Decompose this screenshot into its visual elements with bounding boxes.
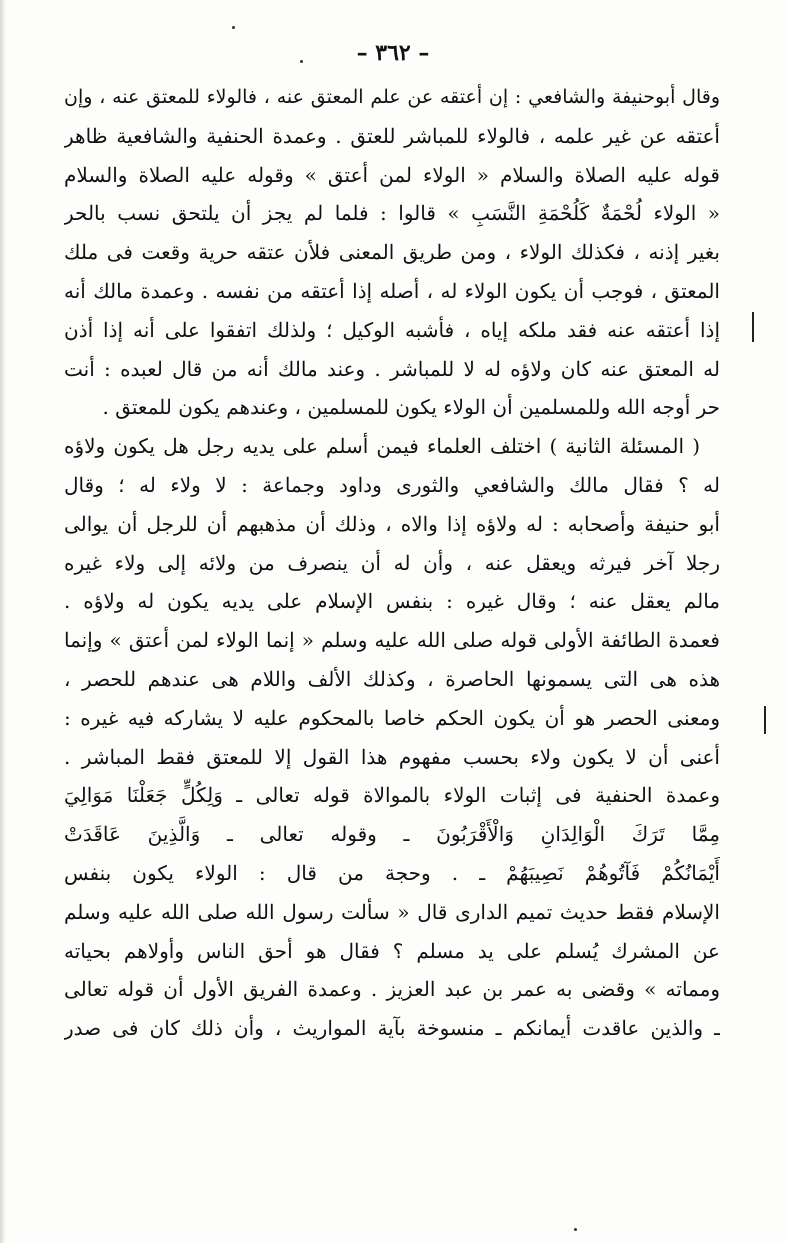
- text-line: له ؟ فقال مالك والشافعي والثورى وداود وجماعة : لا ولاء له ؛ وقال: [64, 472, 720, 497]
- text-line: المعتق ، فوجب أن يكون الولاء له ، أصله إذا أعتقه من نفسه . وعمدة مالك أنه: [64, 278, 720, 303]
- text-line: فعمدة الطائفة الأولى قوله صلى الله عليه وسلم « إنما الولاء لمن أعتق » وإنما: [64, 628, 720, 653]
- page-number: – ٣٦٢ –: [356, 40, 430, 66]
- text-line: ومماته » وقضى به عمر بن عبد العزيز . وعمدة الفريق الأول أن قوله تعالى: [64, 977, 720, 1002]
- text-line: ـ والذين عاقدت أيمانكم ـ منسوخة بآية المواريث ، وأن ذلك كان فى صدر: [64, 1016, 720, 1041]
- text-line: رجلا آخر فيرثه ويعقل عنه ، وأن له أن ينصرف من ولائه إلى ولاء غيره: [64, 550, 720, 575]
- text-line: قوله عليه الصلاة والسلام « الولاء لمن أعتق » وقوله عليه الصلاة والسلام: [64, 162, 720, 187]
- section-heading-line: ( المسئلة الثانية ) اختلف العلماء فيمن أسلم على يديه رجل هل يكون ولاؤه: [64, 434, 700, 459]
- quran-verse-line: أَيْمَانُكُمْ فَآتُوهُمْ نَصِيبَهُمْ ـ . وحجة من قال : الولاء يكون بنفس: [64, 860, 720, 885]
- ink-speck: [574, 1228, 577, 1231]
- text-line: أعتقه عن غير علمه ، فالولاء للمباشر للعتق . وعمدة الحنفية والشافعية ظاهر: [64, 123, 720, 148]
- text-line: هذه هى التى يسمونها الحاصرة ، وكذلك الألف واللام هى عندهم للحصر ،: [64, 666, 720, 691]
- text-line: أبو حنيفة وأصحابه : له ولاؤه إذا والاه ، وذلك أن مذهبهم أن للرجل أن يوالى: [64, 511, 720, 536]
- ink-speck: [300, 60, 303, 63]
- quran-verse-line: وعمدة الحنفية فى إثبات الولاء بالموالاة قوله تعالى ـ وَلِكُلٍّ جَعَلْنَا مَوَالِيَ: [64, 783, 720, 808]
- body-text: [64, 78, 720, 1048]
- text-line: الإسلام فقط حديث تميم الدارى قال « سألت رسول الله صلى الله عليه وسلم: [64, 899, 720, 924]
- text-line: بغير إذنه ، فكذلك الولاء ، ومن طريق المعنى فلأن عتقه حرية وقعت فى ملك: [64, 240, 720, 265]
- margin-bracket-mark: [764, 706, 766, 734]
- text-line: « الولاء لُحْمَةٌ كَلُحْمَةِ النَّسَبِ » قالوا : فلما لم يجز أن يلتحق نسب بالحر: [64, 201, 720, 226]
- text-line: حر أوجه الله وللمسلمين أن الولاء يكون للمسلمين ، وعندهم يكون للمعتق .: [102, 395, 720, 420]
- ink-speck: [232, 26, 235, 29]
- margin-bracket-mark: [752, 312, 754, 342]
- text-line: مالم يعقل عنه ؛ وقال غيره : بنفس الإسلام على يديه يكون له ولاؤه .: [64, 589, 720, 614]
- text-line: له المعتق عنه كان ولاؤه له لا للمباشر . وعند مالك أنه من قال لعبده : أنت: [64, 356, 720, 381]
- text-line: أعنى أن لا يكون ولاء بحسب مفهوم هذا القول إلا للمعتق فقط المباشر .: [64, 744, 720, 769]
- text-line: إذا أعتقه عنه فقد ملكه إياه ، فأشبه الوكيل ؛ ولذلك اتفقوا على أنه إذا أذن: [64, 317, 720, 342]
- quran-verse-line: مِمَّا تَرَكَ الْوَالِدَانِ وَالْأَقْرَبُونَ ـ وقوله تعالى ـ وَالَّذِينَ عَاقَدَتْ: [64, 822, 720, 847]
- page-edge-shadow: [0, 0, 6, 1243]
- text-line: ومعنى الحصر هو أن يكون الحكم خاصا بالمحكوم عليه لا يشاركه فيه غيره :: [64, 705, 720, 730]
- text-line: عن المشرك يُسلم على يد مسلم ؟ فقال هو أحق الناس وأولاهم بحياته: [64, 938, 720, 963]
- text-line: وقال أبوحنيفة والشافعي : إن أعتقه عن علم المعتق عنه ، فالولاء للمعتق عنه ، وإن: [64, 86, 720, 108]
